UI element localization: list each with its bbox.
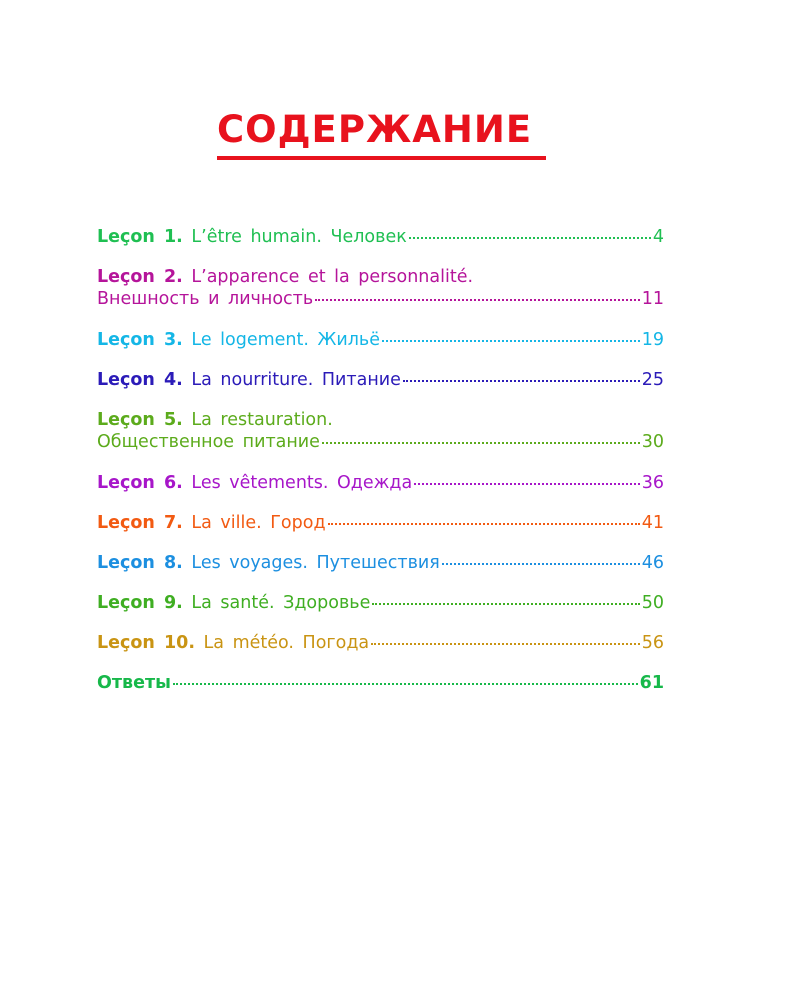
lesson-title: La restauration.	[191, 410, 333, 430]
table-of-contents	[97, 226, 664, 712]
page-number: 41	[641, 513, 664, 533]
toc-line	[97, 512, 664, 534]
toc-line	[97, 552, 664, 574]
dot-leader	[315, 299, 640, 301]
dot-leader	[403, 380, 640, 382]
dot-leader	[173, 683, 638, 685]
page-number: 4	[652, 227, 664, 247]
toc-line	[97, 472, 664, 494]
toc-entry-lesson-7[interactable]	[97, 512, 664, 534]
toc-entry-lesson-4[interactable]	[97, 369, 664, 391]
lesson-number: Leçon 8.	[97, 553, 183, 573]
dot-leader	[382, 340, 640, 342]
lesson-number: Leçon 5.	[97, 410, 183, 430]
page-number: 36	[641, 473, 664, 493]
toc-line	[97, 431, 664, 453]
dot-leader	[322, 442, 640, 444]
lesson-title: La nourriture. Питание	[191, 370, 401, 390]
dot-leader	[442, 563, 640, 565]
toc-line	[97, 672, 664, 694]
toc-line	[97, 632, 664, 654]
toc-line	[97, 369, 664, 391]
page-number: 30	[641, 432, 664, 452]
lesson-number: Leçon 2.	[97, 267, 183, 287]
dot-leader	[371, 643, 640, 645]
toc-line	[97, 409, 664, 431]
toc-line	[97, 266, 664, 288]
lesson-title: La ville. Город	[191, 513, 326, 533]
lesson-title: La météo. Погода	[203, 633, 370, 653]
toc-line	[97, 329, 664, 351]
toc-entry-lesson-9[interactable]	[97, 592, 664, 614]
toc-entry-answers[interactable]	[97, 672, 664, 694]
toc-entry-lesson-3[interactable]	[97, 329, 664, 351]
page-number: 50	[641, 593, 664, 613]
lesson-number: Leçon 10.	[97, 633, 195, 653]
dot-leader	[414, 483, 639, 485]
toc-entry-lesson-8[interactable]	[97, 552, 664, 574]
page-number: 46	[641, 553, 664, 573]
page-number: 19	[641, 330, 664, 350]
toc-entry-lesson-2[interactable]	[97, 266, 664, 310]
lesson-title: L’apparence et la personnalité.	[191, 267, 474, 287]
page-number: 56	[641, 633, 664, 653]
lesson-title: L’être humain. Человек	[191, 227, 407, 247]
lesson-title: La santé. Здоровье	[191, 593, 371, 613]
page-number: 61	[639, 673, 664, 693]
lesson-title: Les voyages. Путешествия	[191, 553, 440, 573]
lesson-title-continued: Внешность и личность	[97, 289, 314, 309]
lesson-number: Leçon 1.	[97, 227, 183, 247]
lesson-number: Leçon 4.	[97, 370, 183, 390]
page-number: 11	[641, 289, 664, 309]
toc-line	[97, 226, 664, 248]
lesson-number: Leçon 7.	[97, 513, 183, 533]
lesson-title: Les vêtements. Одежда	[191, 473, 413, 493]
page-number: 25	[641, 370, 664, 390]
lesson-number: Leçon 9.	[97, 593, 183, 613]
title-underline	[217, 156, 546, 160]
toc-line	[97, 288, 664, 310]
toc-entry-lesson-5[interactable]	[97, 409, 664, 453]
lesson-title-continued: Общественное питание	[97, 432, 320, 452]
lesson-number: Leçon 3.	[97, 330, 183, 350]
dot-leader	[372, 603, 639, 605]
heading-block	[217, 106, 547, 160]
toc-entry-lesson-6[interactable]	[97, 472, 664, 494]
lesson-number: Leçon 6.	[97, 473, 183, 493]
page-title: СОДЕРЖАНИЕ	[217, 108, 533, 151]
dot-leader	[328, 523, 640, 525]
toc-line	[97, 592, 664, 614]
lesson-title: Le logement. Жильё	[191, 330, 380, 350]
dot-leader	[409, 237, 651, 239]
toc-entry-lesson-1[interactable]	[97, 226, 664, 248]
answers-label: Ответы	[97, 673, 171, 693]
toc-entry-lesson-10[interactable]	[97, 632, 664, 654]
